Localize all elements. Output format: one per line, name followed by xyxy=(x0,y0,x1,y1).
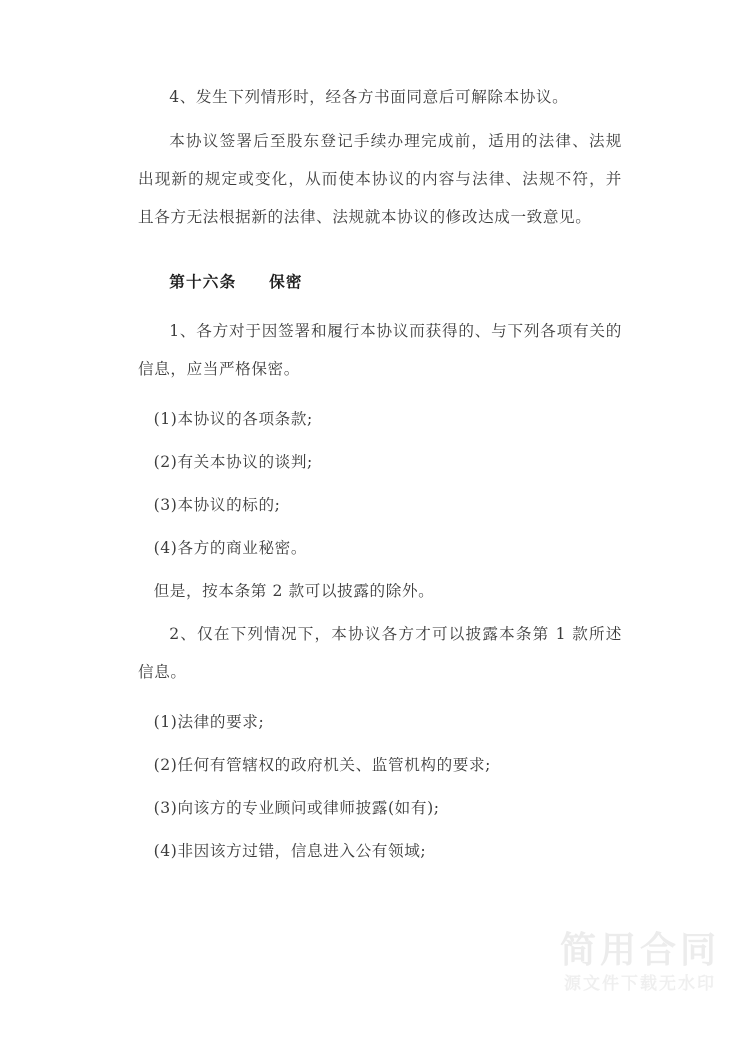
article-heading-number: 第十六条 xyxy=(169,272,237,291)
list-item: (3)本协议的标的; xyxy=(153,496,281,514)
confidentiality-item-1-intro: 1、各方对于因签署和履行本协议而获得的、与下列各项有关的信息，应当严格保密。 xyxy=(138,322,622,378)
list-item: (2)任何有管辖权的政府机关、监管机构的要求; xyxy=(153,756,492,774)
list-item: (4)各方的商业秘密。 xyxy=(153,539,308,557)
watermark-brand-text: 简用合同 xyxy=(559,930,720,972)
article-heading xyxy=(138,262,622,302)
confidentiality-item-1-proviso: 但是，按本条第 2 款可以披露的除外。 xyxy=(153,582,435,600)
list-item: (2)有关本协议的谈判; xyxy=(153,453,313,471)
list-item: (1)法律的要求; xyxy=(153,713,265,731)
list-item: (1)本协议的各项条款; xyxy=(153,410,313,428)
watermark-tagline-text: 源文件下载无水印 xyxy=(563,973,716,994)
list-item: (3)向该方的专业顾问或律师披露(如有); xyxy=(153,799,440,817)
clause-4-paragraph: 4、发生下列情形时，经各方书面同意后可解除本协议。 xyxy=(169,88,569,106)
list-item: (4)非因该方过错，信息进入公有领域; xyxy=(153,842,427,860)
clause-4-body-paragraph: 本协议签署后至股东登记手续办理完成前，适用的法律、法规出现新的规定或变化，从而使本协议的内容与法律、法规不符，并且各方无法根据新的法律、法规就本协议的修改达成一致意见。 xyxy=(138,132,622,226)
paragraph-spacer xyxy=(138,242,622,248)
watermark xyxy=(560,930,720,997)
document-body xyxy=(138,78,622,875)
article-heading-title: 保密 xyxy=(269,272,303,291)
confidentiality-item-2-intro: 2、仅在下列情况下，本协议各方才可以披露本条第 1 款所述信息。 xyxy=(138,625,622,681)
